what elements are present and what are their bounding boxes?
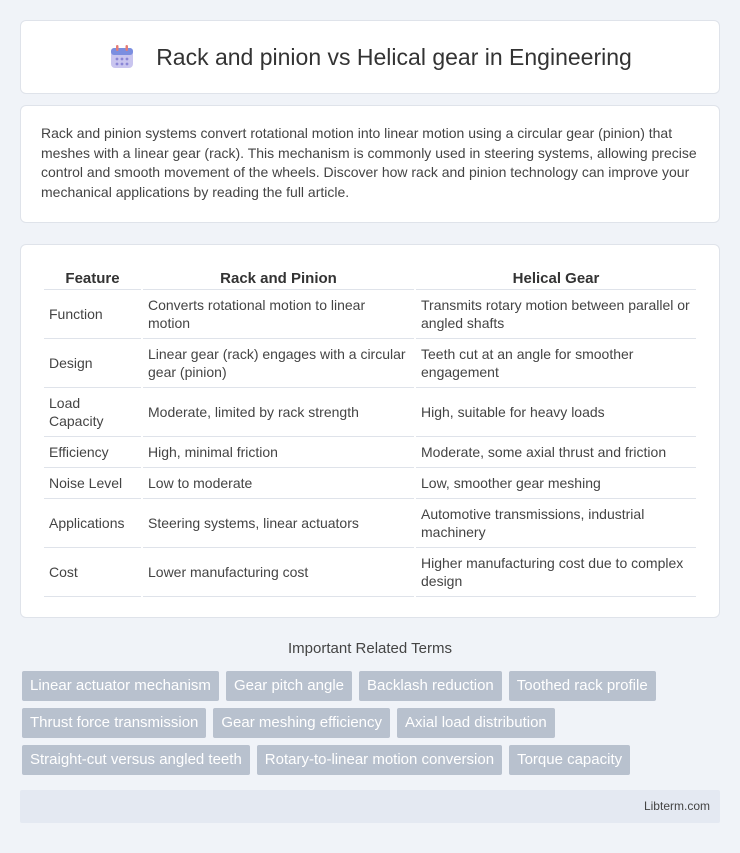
related-tag[interactable]: Torque capacity — [509, 745, 630, 775]
row-helical-value: Automotive transmissions, industrial machinery — [416, 499, 696, 548]
row-feature: Design — [44, 339, 141, 388]
row-rack-value: Low to moderate — [143, 468, 414, 499]
row-helical-value: Moderate, some axial thrust and friction — [416, 437, 696, 468]
related-tag[interactable]: Thrust force transmission — [22, 708, 206, 738]
table-row — [44, 290, 696, 339]
row-feature: Function — [44, 290, 141, 339]
table-row — [44, 468, 696, 499]
header-rack-and-pinion: Rack and Pinion — [143, 265, 414, 290]
header-card — [20, 20, 720, 94]
intro-card — [20, 105, 720, 223]
related-tag[interactable]: Backlash reduction — [359, 671, 502, 701]
row-feature: Cost — [44, 548, 141, 597]
header-helical-gear: Helical Gear — [416, 265, 696, 290]
related-tag[interactable]: Toothed rack profile — [509, 671, 656, 701]
related-tag[interactable]: Rotary-to-linear motion conversion — [257, 745, 502, 775]
table-row — [44, 548, 696, 597]
comparison-table — [42, 265, 698, 597]
related-terms-title: Important Related Terms — [288, 640, 452, 657]
row-rack-value: Converts rotational motion to linear motion — [143, 290, 414, 339]
row-rack-value: High, minimal friction — [143, 437, 414, 468]
row-feature: Efficiency — [44, 437, 141, 468]
row-rack-value: Lower manufacturing cost — [143, 548, 414, 597]
row-feature: Load Capacity — [44, 388, 141, 437]
related-tags — [22, 671, 722, 782]
row-helical-value: Higher manufacturing cost due to complex design — [416, 548, 696, 597]
row-rack-value: Moderate, limited by rack strength — [143, 388, 414, 437]
table-row — [44, 339, 696, 388]
row-helical-value: High, suitable for heavy loads — [416, 388, 696, 437]
page-title: Rack and pinion vs Helical gear in Engineering — [156, 43, 632, 70]
table-row — [44, 437, 696, 468]
footer — [20, 790, 720, 823]
related-tag[interactable]: Gear pitch angle — [226, 671, 352, 701]
row-rack-value: Steering systems, linear actuators — [143, 499, 414, 548]
row-helical-value: Transmits rotary motion between parallel or angled shafts — [416, 290, 696, 339]
row-rack-value: Linear gear (rack) engages with a circular gear (pinion) — [143, 339, 414, 388]
header-feature: Feature — [44, 265, 141, 290]
related-tag[interactable]: Straight-cut versus angled teeth — [22, 745, 250, 775]
related-tag[interactable]: Linear actuator mechanism — [22, 671, 219, 701]
intro-text: Rack and pinion systems convert rotational motion into linear motion using a circular gear (pinion) that meshes with a linear gear (rack). This mechanism is commonly used in steering systems, allowing precise control and smooth movement of the wheels. Discover how rack and pinion technology can improve your mechanical applications by reading the full article. — [41, 125, 697, 200]
comparison-card — [20, 244, 720, 618]
footer-site-link[interactable]: Libterm.com — [643, 799, 710, 813]
table-row — [44, 388, 696, 437]
row-feature: Noise Level — [44, 468, 141, 499]
row-helical-value: Low, smoother gear meshing — [416, 468, 696, 499]
row-feature: Applications — [44, 499, 141, 548]
calendar-icon — [108, 43, 136, 71]
row-helical-value: Teeth cut at an angle for smoother engagement — [416, 339, 696, 388]
related-tag[interactable]: Axial load distribution — [397, 708, 555, 738]
related-tag[interactable]: Gear meshing efficiency — [213, 708, 390, 738]
table-row — [44, 499, 696, 548]
